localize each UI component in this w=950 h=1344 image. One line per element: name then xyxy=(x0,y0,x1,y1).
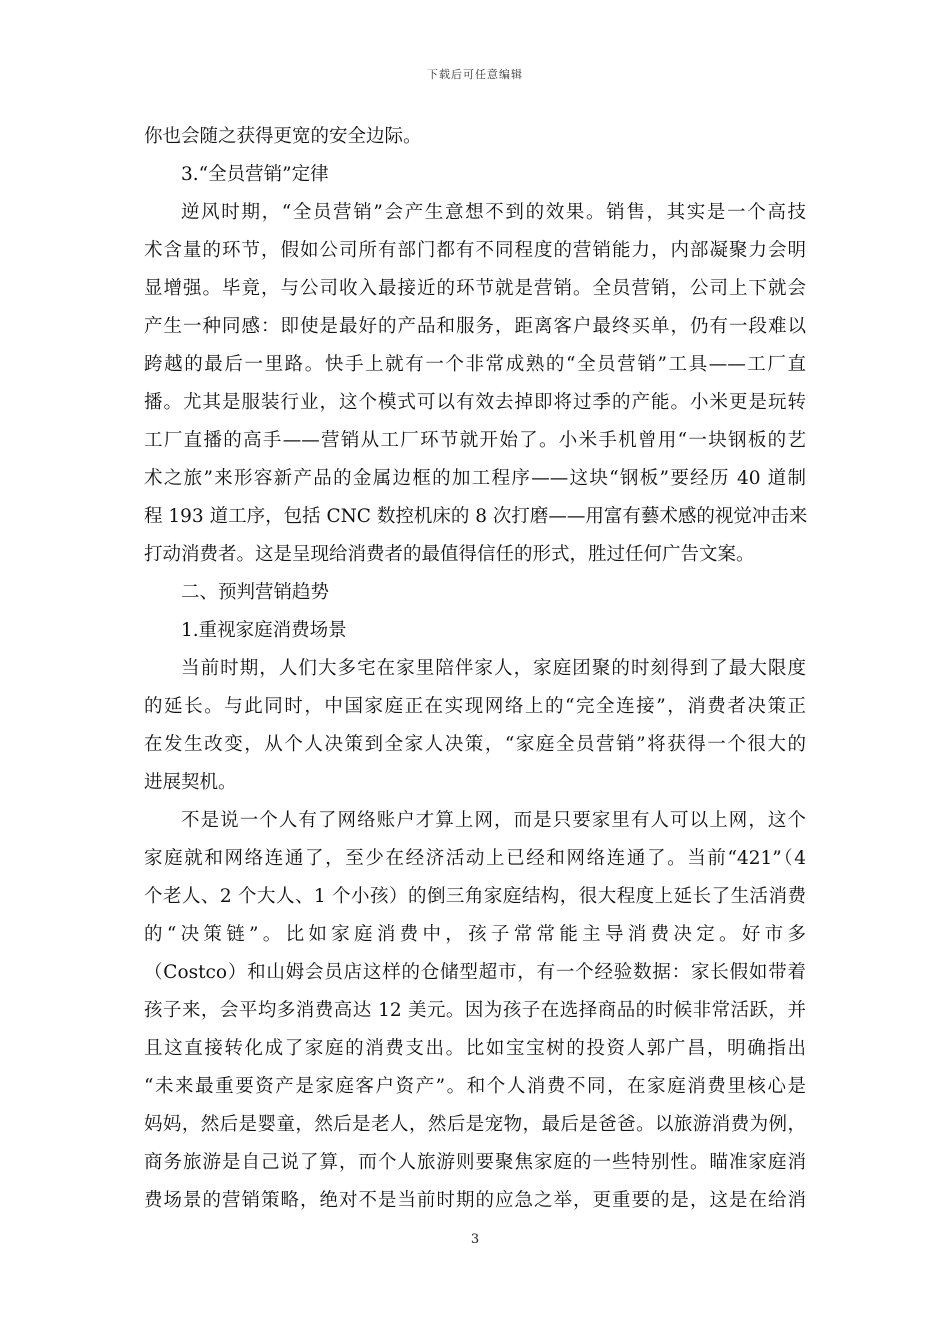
paragraph-line: 打动消费者。这是呈现给消费者的最值得信任的形式，胜过任何广告文案。 xyxy=(144,544,755,565)
paragraph-line: 个老人、2 个大人、1 个小孩）的倒三角家庭结构，很大程度上延长了生活消费 xyxy=(144,886,806,907)
paragraph-line: 孩子来，会平均多消费高达 12 美元。因为孩子在选择商品的时候非常活跃，并 xyxy=(144,1000,806,1021)
paragraph-line: 且这直接转化成了家庭的消费支出。比如宝宝树的投资人郭广昌，明确指出 xyxy=(144,1038,806,1059)
paragraph-line: 逆风时期，“全员营销”会产生意想不到的效果。销售，其实是一个高技 xyxy=(181,202,806,223)
subsection-heading: 1.重视家庭消费场景 xyxy=(181,620,347,641)
paragraph-line: 显增强。毕竟，与公司收入最接近的环节就是营销。全员营销，公司上下就会 xyxy=(144,278,806,299)
paragraph-line: 妈妈，然后是婴童，然后是老人，然后是宠物，最后是爸爸。以旅游消费为例， xyxy=(144,1114,806,1135)
paragraph-line: 家庭就和网络连通了，至少在经济活动上已经和网络连通了。当前“421”（4 xyxy=(144,848,806,869)
paragraph-line: 术之旅”来形容新产品的金属边框的加工程序——这块“钢板”要经历 40 道制 xyxy=(144,468,806,489)
paragraph-line: 进展契机。 xyxy=(144,772,237,793)
page-number: 3 xyxy=(470,1232,480,1247)
paragraph-line: （Costco）和山姆会员店这样的仓储型超市，有一个经验数据：家长假如带着 xyxy=(144,962,806,983)
paragraph-line: 产生一种同感：即使是最好的产品和服务，距离客户最终买单，仍有一段难以 xyxy=(144,316,806,337)
paragraph-line: 播。尤其是服装行业，这个模式可以有效去掉即将过季的产能。小米更是玩转 xyxy=(144,392,806,413)
paragraph-line: 工厂直播的高手——营销从工厂环节就开始了。小米手机曾用“一块钢板的艺 xyxy=(144,430,806,451)
paragraph-line: 程 193 道工序，包括 CNC 数控机床的 8 次打磨——用富有藝术感的视觉冲击来 xyxy=(144,506,808,527)
paragraph-line: 不是说一个人有了网络账户才算上网，而是只要家里有人可以上网，这个 xyxy=(181,810,806,831)
paragraph-line: “未来最重要资产是家庭客户资产”。和个人消费不同，在家庭消费里核心是 xyxy=(144,1076,806,1097)
paragraph-line: 跨越的最后一里路。快手上就有一个非常成熟的“全员营销”工具——工厂直 xyxy=(144,354,806,375)
paragraph-line: 商务旅游是自己说了算，而个人旅游则要聚焦家庭的一些特别性。瞄准家庭消 xyxy=(144,1152,806,1173)
paragraph-line: 当前时期，人们大多宅在家里陪伴家人，家庭团聚的时刻得到了最大限度 xyxy=(181,658,806,679)
section-heading: 二、预判营销趋势 xyxy=(181,582,330,603)
paragraph-line: 在发生改变，从个人决策到全家人决策，“家庭全员营销”将获得一个很大的 xyxy=(144,734,806,755)
paragraph-line: 的延长。与此同时，中国家庭正在实现网络上的“完全连接”，消费者决策正 xyxy=(144,696,806,717)
paragraph-line: 的“决策链”。比如家庭消费中，孩子常常能主导消费决定。好市多 xyxy=(144,924,806,945)
document-body xyxy=(144,118,806,1220)
paragraph-line: 你也会随之获得更宽的安全边际。 xyxy=(144,126,422,147)
page-header: 下载后可任意编辑 xyxy=(427,68,523,81)
paragraph-line: 费场景的营销策略，绝对不是当前时期的应急之举，更重要的是，这是在给消 xyxy=(144,1190,806,1211)
section-heading: 3.“全员营销”定律 xyxy=(181,164,329,185)
paragraph-line: 术含量的环节，假如公司所有部门都有不同程度的营销能力，内部凝聚力会明 xyxy=(144,240,806,261)
